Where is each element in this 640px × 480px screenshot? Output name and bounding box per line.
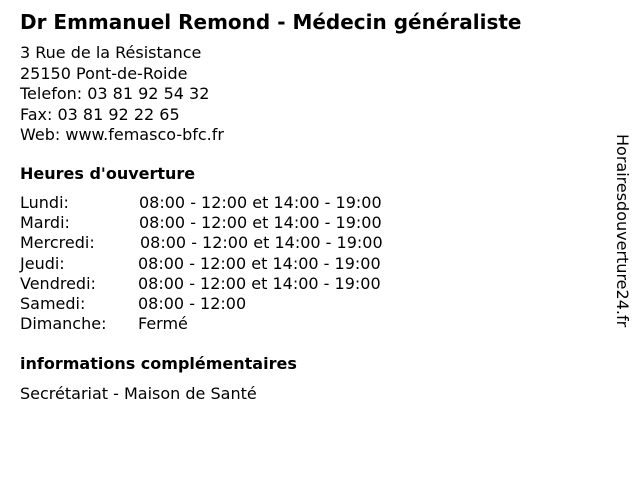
day-hours: 08:00 - 12:00 et 14:00 - 19:00: [138, 253, 381, 273]
day-hours: 08:00 - 12:00 et 14:00 - 19:00: [139, 213, 382, 233]
website: Web: www.femasco-bfc.fr: [20, 125, 224, 144]
day-hours: 08:00 - 12:00: [138, 293, 247, 313]
opening-hours-heading: Heures d'ouverture: [20, 164, 196, 183]
phone-number: Telefon: 03 81 92 54 32: [20, 84, 210, 103]
day-label: Jeudi:: [20, 253, 65, 273]
additional-info-text: Secrétariat - Maison de Santé: [20, 384, 257, 403]
address-block: [20, 43, 224, 146]
street-address: 3 Rue de la Résistance: [20, 43, 202, 62]
day-label: Lundi:: [20, 193, 69, 212]
day-hours: 08:00 - 12:00 et 14:00 - 19:00: [139, 193, 382, 212]
day-label: Mercredi:: [20, 233, 95, 253]
site-watermark: Horairesdouverture24.fr: [613, 134, 632, 328]
day-label: Samedi:: [20, 293, 86, 313]
fax-number: Fax: 03 81 92 22 65: [20, 104, 180, 124]
day-hours: 08:00 - 12:00 et 14:00 - 19:00: [140, 233, 383, 253]
additional-info-heading: informations complémentaires: [20, 354, 297, 373]
day-hours: Fermé: [138, 314, 188, 334]
day-label: Dimanche:: [20, 314, 107, 334]
day-label: Mardi:: [20, 213, 70, 233]
page-title: Dr Emmanuel Remond - Médecin généraliste: [20, 10, 522, 34]
postal-city: 25150 Pont-de-Roide: [20, 63, 188, 83]
day-hours: 08:00 - 12:00 et 14:00 - 19:00: [138, 273, 381, 293]
day-label: Vendredi:: [20, 273, 96, 293]
